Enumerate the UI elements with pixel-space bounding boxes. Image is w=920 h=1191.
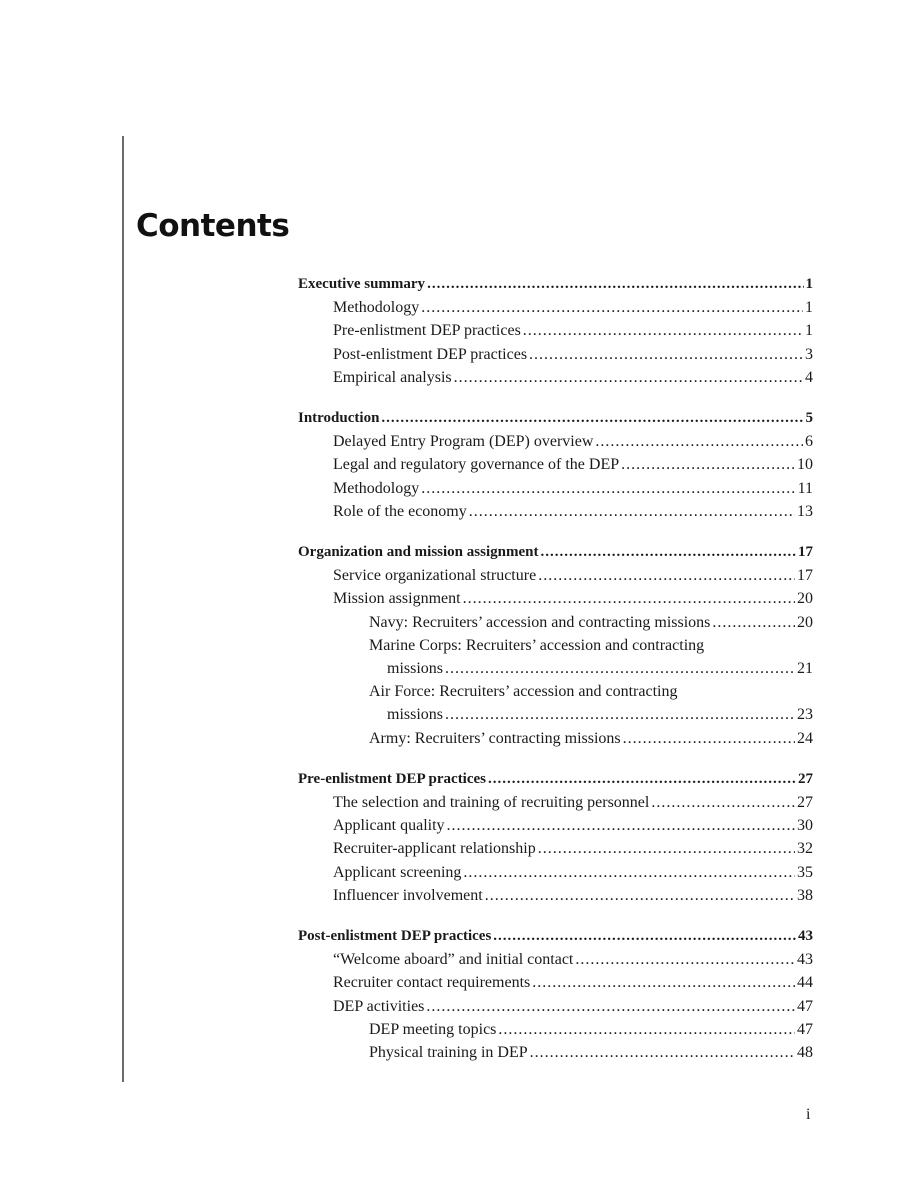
toc-entry-label: Recruiter contact requirements <box>333 974 531 992</box>
toc-entry-line-2[interactable] <box>298 703 813 726</box>
toc-entry-page: 47 <box>797 997 813 1015</box>
toc-entry-page: 13 <box>797 502 813 520</box>
toc-entry-label: DEP meeting topics <box>369 1020 497 1038</box>
toc-entry-line-2[interactable] <box>298 657 813 680</box>
toc-entry-page: 24 <box>797 729 813 747</box>
toc-entry-page: 1 <box>805 276 813 292</box>
toc-entry-line-1[interactable] <box>298 634 813 657</box>
table-of-contents <box>298 273 813 1082</box>
dot-leader <box>529 343 803 366</box>
toc-entry[interactable] <box>298 768 813 791</box>
toc-entry-label: The selection and training of recruiting personnel <box>333 794 650 812</box>
dot-leader <box>595 430 803 453</box>
dot-leader <box>532 971 795 994</box>
toc-entry-label: Post-enlistment DEP practices <box>298 928 492 945</box>
toc-entry-page: 11 <box>797 479 813 497</box>
toc-entry-page: 5 <box>805 410 813 427</box>
toc-entry-page: 32 <box>797 840 813 858</box>
toc-section-executive-summary <box>298 273 813 389</box>
toc-entry-label-continued: missions <box>387 706 444 724</box>
dot-leader <box>445 657 795 680</box>
toc-entry[interactable] <box>298 948 813 971</box>
dot-leader <box>538 837 795 860</box>
dot-leader <box>488 768 796 791</box>
dot-leader <box>426 995 795 1018</box>
toc-entry-page: 35 <box>797 863 813 881</box>
dot-leader <box>463 587 795 610</box>
page-number: i <box>806 1106 811 1123</box>
toc-entry-label: “Welcome aboard” and initial contact <box>333 951 574 969</box>
toc-entry-page: 27 <box>797 794 813 812</box>
toc-entry[interactable] <box>298 814 813 837</box>
toc-entry[interactable] <box>298 587 813 610</box>
toc-entry-label: Organization and mission assignment <box>298 544 539 561</box>
toc-entry-label: Legal and regulatory governance of the DEP <box>333 456 620 474</box>
toc-entry[interactable] <box>298 995 813 1018</box>
toc-entry-page: 3 <box>805 345 813 363</box>
toc-entry[interactable] <box>298 343 813 366</box>
toc-entry-page: 23 <box>797 706 813 724</box>
toc-entry-page: 17 <box>798 544 813 561</box>
toc-entry-label: Pre-enlistment DEP practices <box>298 770 487 787</box>
toc-entry-page: 27 <box>798 770 813 787</box>
toc-entry[interactable] <box>298 837 813 860</box>
toc-entry[interactable] <box>298 861 813 884</box>
toc-entry-label: Post-enlistment DEP practices <box>333 345 528 363</box>
dot-leader <box>575 948 795 971</box>
toc-entry-page: 43 <box>798 928 813 945</box>
toc-entry-page: 4 <box>805 368 813 386</box>
toc-entry-label: Pre-enlistment DEP practices <box>333 322 521 340</box>
toc-entry-page: 17 <box>797 567 813 585</box>
toc-entry-label: DEP activities <box>333 997 425 1015</box>
dot-leader <box>623 727 795 750</box>
dot-leader <box>381 407 803 430</box>
dot-leader <box>621 453 795 476</box>
toc-entry[interactable] <box>298 1018 813 1041</box>
toc-entry-page: 20 <box>797 613 813 631</box>
toc-entry-page: 20 <box>797 590 813 608</box>
margin-rule <box>122 136 124 1082</box>
dot-leader <box>463 861 795 884</box>
dot-leader <box>447 814 795 837</box>
dot-leader <box>454 366 803 389</box>
toc-entry-label: Executive summary <box>298 276 426 292</box>
toc-section-introduction <box>298 407 813 523</box>
toc-entry[interactable] <box>298 407 813 430</box>
toc-entry-label: Army: Recruiters’ contracting missions <box>369 729 621 747</box>
toc-entry-label: Mission assignment <box>333 590 461 608</box>
toc-entry[interactable] <box>298 500 813 523</box>
toc-entry-label: Applicant screening <box>333 863 462 881</box>
toc-entry-page: 47 <box>797 1020 813 1038</box>
dot-leader <box>427 273 803 296</box>
toc-entry[interactable] <box>298 611 813 634</box>
toc-entry-label: Navy: Recruiters’ accession and contracting missions <box>369 613 711 631</box>
toc-entry-page: 43 <box>797 951 813 969</box>
toc-entry[interactable] <box>298 1041 813 1064</box>
dot-leader <box>469 500 795 523</box>
dot-leader <box>523 319 803 342</box>
toc-entry-page: 21 <box>797 660 813 678</box>
toc-section-post-enlistment <box>298 925 813 1064</box>
toc-entry-label: Role of the economy <box>333 502 467 520</box>
toc-entry[interactable] <box>298 925 813 948</box>
toc-entry-label: Air Force: Recruiters’ accession and contracting <box>369 683 678 701</box>
toc-entry-page: 1 <box>805 322 813 340</box>
toc-entry[interactable] <box>298 453 813 476</box>
dot-leader <box>530 1041 795 1064</box>
toc-entry-page: 44 <box>797 974 813 992</box>
toc-entry-line-1[interactable] <box>298 680 813 703</box>
toc-entry-page: 6 <box>805 433 813 451</box>
toc-entry[interactable] <box>298 564 813 587</box>
dot-leader <box>421 296 803 319</box>
dot-leader <box>493 925 796 948</box>
dot-leader <box>538 564 795 587</box>
toc-entry[interactable] <box>298 296 813 319</box>
toc-entry-page: 1 <box>805 299 813 317</box>
dot-leader <box>498 1018 795 1041</box>
toc-entry[interactable] <box>298 791 813 814</box>
dot-leader <box>540 541 796 564</box>
toc-entry-label: Influencer involvement <box>333 886 483 904</box>
toc-entry[interactable] <box>298 971 813 994</box>
toc-entry-label: Applicant quality <box>333 817 445 835</box>
toc-entry[interactable] <box>298 273 813 296</box>
toc-entry-label: Physical training in DEP <box>369 1044 528 1062</box>
toc-entry-page: 10 <box>797 456 813 474</box>
toc-entry-page: 38 <box>797 886 813 904</box>
toc-section-pre-enlistment <box>298 768 813 907</box>
toc-entry[interactable] <box>298 884 813 907</box>
toc-entry-label: Delayed Entry Program (DEP) overview <box>333 433 594 451</box>
toc-entry[interactable] <box>298 366 813 389</box>
toc-entry-label: Recruiter-applicant relationship <box>333 840 536 858</box>
toc-section-organization <box>298 541 813 750</box>
toc-entry-page: 30 <box>797 817 813 835</box>
dot-leader <box>651 791 795 814</box>
toc-entry[interactable] <box>298 430 813 453</box>
dot-leader <box>712 611 795 634</box>
dot-leader <box>485 884 795 907</box>
toc-entry-page: 48 <box>797 1044 813 1062</box>
toc-entry-label-continued: missions <box>387 660 444 678</box>
toc-entry-label: Introduction <box>298 410 380 427</box>
toc-entry-label: Empirical analysis <box>333 368 452 386</box>
toc-entry-label: Service organizational structure <box>333 567 537 585</box>
dot-leader <box>421 477 795 500</box>
toc-entry[interactable] <box>298 727 813 750</box>
dot-leader <box>445 703 795 726</box>
page-title: Contents <box>136 208 290 244</box>
toc-entry-label: Methodology <box>333 299 420 317</box>
toc-entry[interactable] <box>298 541 813 564</box>
toc-entry[interactable] <box>298 477 813 500</box>
toc-entry-label: Marine Corps: Recruiters’ accession and contracting <box>369 636 705 654</box>
toc-entry[interactable] <box>298 319 813 342</box>
toc-entry-label: Methodology <box>333 479 420 497</box>
